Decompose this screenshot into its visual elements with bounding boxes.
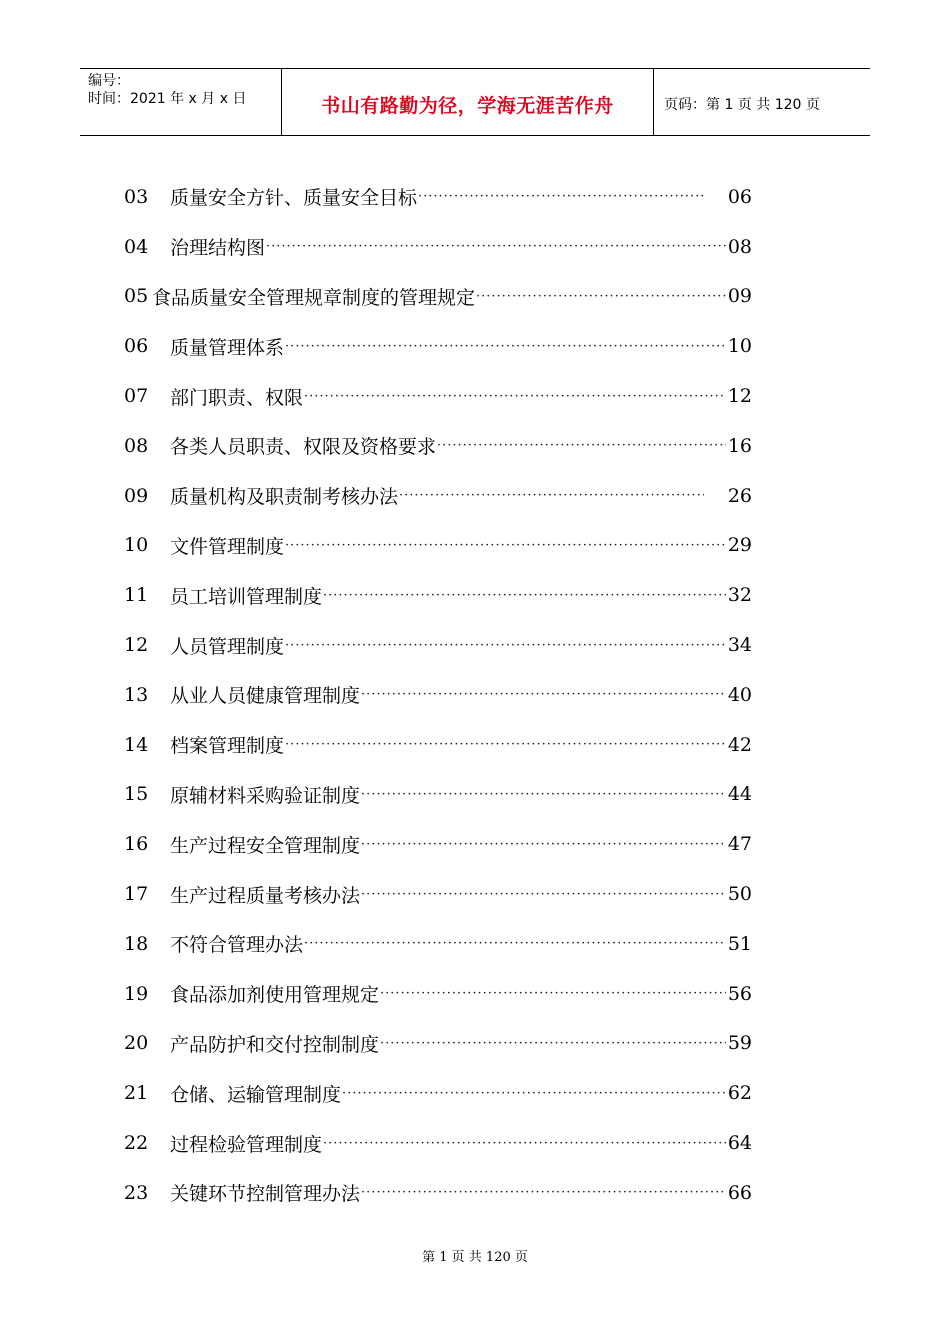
toc-entry: [124, 1168, 752, 1218]
toc-entry: [124, 620, 752, 670]
toc-entry: [124, 919, 752, 969]
toc-entry-title: 质量管理体系: [170, 336, 285, 359]
toc-entry-number: 22: [124, 1132, 149, 1155]
toc-entry-number: 17: [124, 883, 149, 906]
toc-entry-number: 07: [124, 385, 149, 408]
toc-entry-number: 09: [124, 484, 149, 507]
toc-entry-number: 04: [124, 235, 149, 258]
toc-leader-dots: [379, 986, 726, 1001]
toc-leader-dots: [417, 189, 704, 204]
toc-entry: [124, 670, 752, 720]
toc-entry-number: 10: [124, 534, 149, 557]
toc-entry-page: 26: [727, 484, 752, 507]
toc-entry-title: 文件管理制度: [170, 535, 285, 558]
toc-entry-number: 08: [124, 434, 149, 457]
toc-entry: [124, 421, 752, 471]
toc-entry-title: 各类人员职责、权限及资格要求: [170, 436, 437, 459]
number-label: 编号：: [88, 73, 130, 89]
toc-entry: [124, 471, 752, 521]
toc-entry: [124, 172, 752, 222]
toc-entry-page: 34: [727, 634, 752, 657]
toc-leader-dots: [360, 1185, 726, 1200]
toc-leader-dots: [303, 936, 726, 951]
toc-leader-dots: [265, 239, 726, 254]
toc-entry-page: 40: [727, 683, 752, 706]
toc-entry-title: 部门职责、权限: [170, 386, 304, 409]
toc-entry-page: 44: [727, 783, 752, 806]
toc-entry-page: 62: [727, 1082, 752, 1105]
toc-entry-page: 59: [727, 1032, 752, 1055]
toc-entry: [124, 1068, 752, 1118]
toc-entry-number: 19: [124, 982, 149, 1005]
toc-entry: [124, 1019, 752, 1069]
toc-leader-dots: [379, 1036, 726, 1051]
toc-entry-number: 21: [124, 1082, 149, 1105]
page-info: 页码：第 1 页 共 120 页: [664, 97, 820, 113]
toc-entry-title: 人员管理制度: [170, 635, 285, 658]
toc-entry: [124, 272, 752, 322]
toc-entry: [124, 720, 752, 770]
toc-entry-title: 仓储、运输管理制度: [170, 1083, 342, 1106]
toc-leader-dots: [284, 538, 726, 553]
toc-entry-title: 生产过程安全管理制度: [170, 834, 361, 857]
toc-entry-title: 不符合管理办法: [170, 934, 304, 957]
toc-leader-dots: [360, 837, 726, 852]
toc-entry-title: 员工培训管理制度: [170, 585, 323, 608]
toc-leader-dots: [360, 787, 726, 802]
motto: 书山有路勤为径，学海无涯苦作舟: [321, 94, 614, 117]
toc-leader-dots: [360, 887, 726, 902]
toc-entry-number: 20: [124, 1032, 149, 1055]
toc-leader-dots: [284, 638, 726, 653]
toc-entry-title: 产品防护和交付控制制度: [170, 1033, 380, 1056]
toc-leader-dots: [341, 1086, 726, 1101]
toc-entry-number: 23: [124, 1181, 149, 1204]
toc-entry-number: 03: [124, 185, 149, 208]
toc-entry-title: 治理结构图: [170, 237, 266, 260]
toc-leader-dots: [360, 687, 726, 702]
toc-leader-dots: [322, 1136, 726, 1151]
toc-entry-page: 09: [727, 285, 752, 308]
page-header: [80, 68, 870, 136]
toc-entry-number: 18: [124, 932, 149, 955]
toc-entry: [124, 521, 752, 571]
toc-entry-number: 16: [124, 833, 149, 856]
toc-leader-dots: [322, 588, 726, 603]
toc-entry-page: 56: [727, 982, 752, 1005]
toc-entry-title: 食品添加剂使用管理规定: [170, 984, 380, 1007]
toc-entry: [124, 570, 752, 620]
toc-entry: [124, 770, 752, 820]
toc-leader-dots: [303, 389, 726, 404]
toc-entry-title: 关键环节控制管理办法: [170, 1183, 361, 1206]
time-label: 时间：2021 年 x 月 x 日: [88, 91, 247, 107]
toc-entry-title: 过程检验管理制度: [170, 1133, 323, 1156]
toc-entry-page: 66: [727, 1181, 752, 1204]
toc-entry-title: 原辅材料采购验证制度: [170, 784, 361, 807]
toc-entry-page: 12: [727, 385, 752, 408]
table-of-contents: [124, 172, 752, 1218]
header-page-info: [654, 69, 870, 135]
toc-entry-title: 质量安全方针、质量安全目标: [170, 187, 418, 210]
toc-entry-number: 14: [124, 733, 149, 756]
toc-entry-page: 64: [727, 1132, 752, 1155]
toc-entry: [124, 969, 752, 1019]
toc-entry-page: 08: [727, 235, 752, 258]
toc-entry: [124, 371, 752, 421]
toc-leader-dots: [398, 488, 704, 503]
toc-entry: [124, 222, 752, 272]
toc-entry-title: 食品质量安全管理规章制度的管理规定: [152, 286, 476, 309]
toc-leader-dots: [284, 339, 726, 354]
toc-entry-number: 05: [124, 285, 149, 308]
toc-entry-page: 47: [727, 833, 752, 856]
toc-entry-page: 32: [727, 584, 752, 607]
toc-entry-title: 从业人员健康管理制度: [170, 685, 361, 708]
toc-entry: [124, 321, 752, 371]
toc-entry: [124, 1118, 752, 1168]
toc-entry: [124, 819, 752, 869]
toc-leader-dots: [436, 438, 726, 453]
toc-entry-title: 生产过程质量考核办法: [170, 884, 361, 907]
toc-leader-dots: [475, 289, 726, 304]
header-motto-cell: [282, 69, 654, 135]
page-footer: [0, 1246, 950, 1265]
toc-entry-title: 档案管理制度: [170, 735, 285, 758]
toc-entry-page: 51: [727, 932, 752, 955]
toc-entry-page: 10: [727, 335, 752, 358]
toc-entry: [124, 869, 752, 919]
toc-entry-number: 13: [124, 683, 149, 706]
toc-entry-page: 42: [727, 733, 752, 756]
toc-entry-title: 质量机构及职责制考核办法: [170, 486, 399, 509]
toc-entry-number: 06: [124, 335, 149, 358]
toc-entry-number: 15: [124, 783, 149, 806]
toc-entry-number: 12: [124, 634, 149, 657]
toc-entry-page: 29: [727, 534, 752, 557]
toc-entry-number: 11: [124, 584, 149, 607]
toc-entry-page: 50: [727, 883, 752, 906]
footer-text: 第 1 页 共 120 页: [422, 1250, 528, 1265]
toc-entry-page: 06: [727, 185, 752, 208]
header-meta: [80, 69, 282, 135]
toc-entry-page: 16: [727, 434, 752, 457]
toc-leader-dots: [284, 737, 726, 752]
